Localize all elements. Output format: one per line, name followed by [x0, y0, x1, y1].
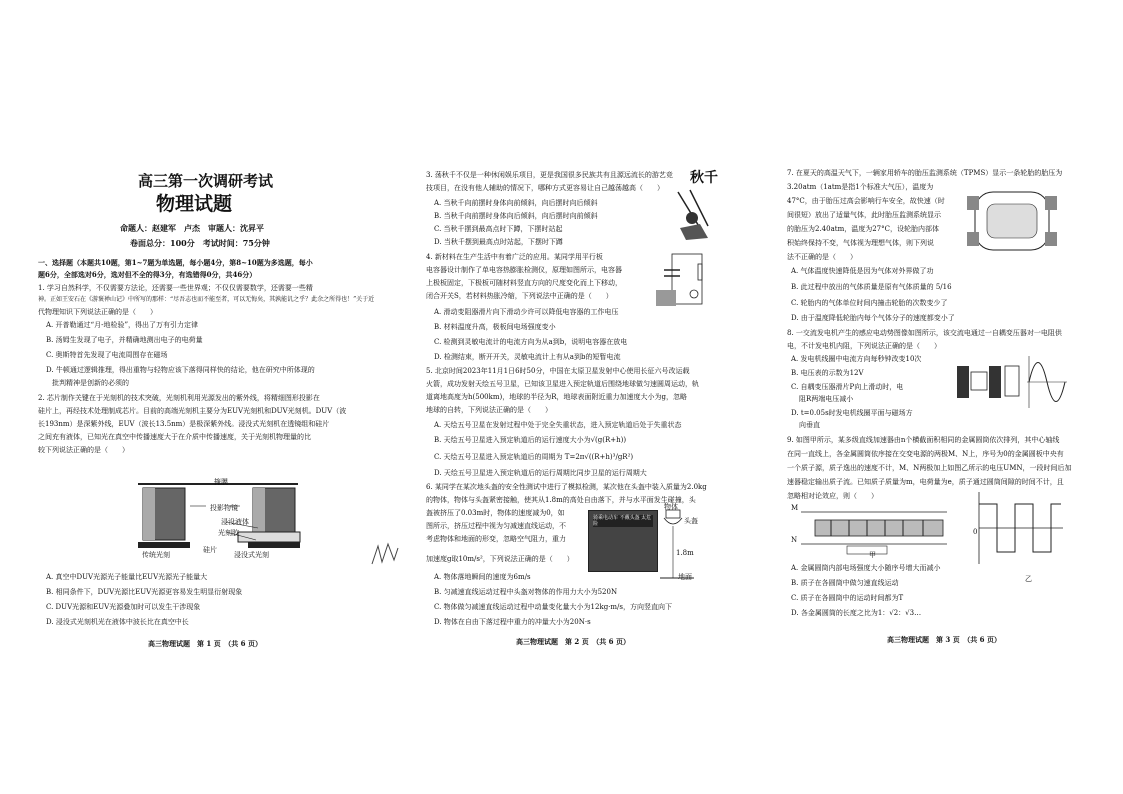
page-footer: 高三物理试题 第 1 页 （共 6 页）: [148, 639, 262, 648]
q3-line: 3. 荡秋千不仅是一种休闲娱乐项目，更是我国很多民族共有且源远流长的游艺竞: [426, 171, 673, 179]
q3-option: C. 当秋千摆到最高点时下蹲，下摆时站起: [434, 225, 563, 233]
q7-line: 47°C，由于胎压过高会影响行车安全，故快速（时: [787, 197, 945, 205]
q1-line: 代物理知识下列说法正确的是（ ）: [38, 308, 157, 316]
q5-option: C. 天绘五号卫星进入预定轨道后的周期为 T=2π√((R+h)³/gR²): [434, 453, 634, 461]
q4-option: C. 检测到灵敏电流计的电流方向为从a到b，说明电容器在放电: [434, 338, 628, 346]
fig-label-traditional: 传统光刻: [142, 551, 170, 559]
q3-option: D. 当秋千摆到最高点时站起，下摆时下蹲: [434, 238, 563, 246]
helmet-photo: [588, 510, 658, 572]
q7-option: A. 气体温度快速降低是因为气体对外界做了功: [791, 267, 934, 275]
q2-line: 之间充有液体，已知光在真空中传播速度大于在介质中传播速度，关于光刻机物理量的比: [38, 433, 311, 441]
capacitor-circuit: [652, 250, 712, 310]
fig-label-liquid: 浸没液体: [221, 518, 249, 526]
q6-line: 加速度g取10m/s²，下列说法正确的是（ ）: [426, 555, 574, 563]
q7-line: 3.20atm（1atm是指1个标准大气压），温度为: [787, 183, 934, 191]
q2-line: 长193nm）是深紫外线，EUV（波长13.5nm）是极深紫外线。浸没式光刻机在透镜组和硅片: [38, 420, 330, 428]
q5-line: 5. 北京时间2023年11月1日6时50分，中国在太原卫星发射中心使用长征六号改运载: [426, 367, 690, 375]
q6-option: A. 物体落地瞬间的速度为6m/s: [434, 573, 531, 581]
page-footer: 高三物理试题 第 3 页 （共 6 页）: [887, 635, 1001, 644]
q1-line: 1. 学习自然科学，不仅需要方法论，还需要一些世界观；不仅仅需要数学，还需要一些精: [38, 284, 313, 292]
q9-line: 速器稳定输出质子流。已知质子质量为m，电荷量为e，质子通过圆筒间隙的时间不计，且: [787, 478, 1064, 486]
fig-label-height: 1.8m: [676, 549, 694, 557]
q2-option: B. 相同条件下，DUV光源比EUV光源更容易发生明显衍射现象: [46, 588, 243, 596]
q9-line: 一个质子源，质子逸出的速度不计，M、N两极加上如图乙所示的电压UMN，一段时间后加: [787, 464, 1072, 472]
q6-option: B. 匀减速直线运动过程中头盔对物体的作用力大小为520N: [434, 588, 618, 596]
q5-line: 地球的自转，下列说法正确的是（ ）: [426, 406, 552, 414]
authors: 命题人：赵建军 卢杰 审题人：沈昇平: [120, 223, 264, 233]
q9-option: A. 金属圆筒内部电场强度大小随序号增大而减小: [791, 564, 941, 572]
q6-line: 考虑物体和地面的形变，忽略空气阻力，重力: [426, 535, 566, 543]
q6-line: 的物体，物体与头盔紧密接触，使其从1.8m的高处自由落下，并与水平面发生碰撞，头: [426, 496, 696, 504]
helmet-sign: 骑乘电动车 不戴头盔 太危险: [593, 515, 652, 527]
q2-option: D. 浸没式光刻机光在液体中波长比在真空中长: [46, 618, 189, 626]
voltage-square-wave: [973, 488, 1065, 572]
q2-option: C. DUV光源和EUV光源叠加时可以发生干涉现象: [46, 603, 201, 611]
q4-option: A. 滑动变阻器滑片向下滑动少许可以降低电容器的工作电压: [434, 308, 619, 316]
q7-option: C. 轮胎内的气体单位时间内撞击轮胎的次数变少了: [791, 299, 948, 307]
q4-option: B. 材料温度升高，极板间电场强度变小: [434, 323, 556, 331]
car-tpms-figure: [957, 178, 1065, 262]
q5-line: 道离地高度为h(500km)，地球的半径为R，地球表面附近重力加速度大小为g，忽略: [426, 393, 687, 401]
q7-option: D. 由于温度降低轮胎内每个气体分子的速度都变小了: [791, 314, 955, 322]
q1-option: C. 奥斯特首先发现了电流周围存在磁场: [46, 351, 168, 359]
fig-label-lens: 投影物镜: [210, 504, 238, 512]
q3-line: 技项目，在没有他人辅助的情况下，哪种方式更容易让自己越荡越高（ ）: [426, 184, 664, 192]
fig-label-ground: 地面: [678, 573, 692, 581]
q8-option: 向垂直: [799, 421, 820, 429]
q5-line: 火箭，成功发射天绘五号卫星，已知该卫星进入预定轨道后围绕地球做匀速圆周运动，轨: [426, 380, 699, 388]
q1-line: 神。正如王安石在《游褒禅山记》中所写的那样：“尽吾志也而不能至者，可以无悔矣，其孰能讥之乎？此余之所得也！”关于近: [38, 296, 375, 303]
q9-line: 在同一直线上，各金属圆筒依序接在交变电源的两极M、N上，序号为0的金属圆板中央有: [787, 450, 1064, 458]
q8-option: B. 电压表的示数为12V: [791, 369, 864, 377]
q6-option: C. 物体做匀减速直线运动过程中动量变化量大小为12kg·m/s，方向竖直向下: [434, 603, 672, 611]
fig-label-mask: 掩膜: [214, 478, 228, 486]
q7-line: 的胎压为2.40atm，温度为27°C，设轮胎内部体: [787, 225, 939, 233]
q5-option: B. 天绘五号卫星进入预定轨道后的运行速度大小为√(g(R+h)): [434, 436, 627, 444]
q9-option: C. 质子在各圆筒中的运动时间都为T: [791, 594, 904, 602]
q6-line: 图所示，挤压过程中视为匀减速直线运动，不: [426, 522, 566, 530]
q7-option: B. 此过程中放出的气体质量是原有气体质量的 5/16: [791, 283, 952, 291]
exam-info: 卷面总分：100分 考试时间：75分钟: [130, 238, 270, 248]
q5-option: D. 天绘五号卫星进入预定轨道后的运行周期比同步卫星的运行周期大: [434, 469, 647, 477]
q2-line: 较下列说法正确的是（ ）: [38, 446, 129, 454]
q6-option: D. 物体在自由下落过程中重力的冲量大小为20N·s: [434, 618, 591, 626]
q4-option: D. 检测结束，断开开关，灵敏电流计上有从a到b的短暂电流: [434, 353, 621, 361]
q7-line: 7. 在夏天的高温天气下，一辆家用轿车的胎压监测系统（TPMS）显示一条轮胎的胎压为: [787, 169, 1063, 177]
q1-option: B. 汤姆生发现了电子，并精确地测出电子的电荷量: [46, 336, 203, 344]
q1-option: A. 开普勒通过“月-地检验”，得出了万有引力定律: [46, 321, 199, 329]
q9-option: B. 质子在各圆筒中做匀速直线运动: [791, 579, 899, 587]
pen-mark: [368, 540, 404, 570]
fig-label-m: M: [791, 504, 799, 512]
q4-line: 4. 新材料在生产生活中有着广泛的应用。某同学用平行板: [426, 253, 603, 261]
fig-label-resist: 光刻胶: [218, 529, 239, 537]
q5-option: A. 天绘五号卫星在发射过程中处于完全失重状态，进入预定轨道后处于失重状态: [434, 421, 682, 429]
q4-line: 闭合开关S，若材料热胀冷缩，下列说法中正确的是（ ）: [426, 292, 613, 300]
swing-label: 秋千: [690, 170, 718, 186]
fig-label-zero: 0: [973, 528, 978, 536]
q9-line: 9. 如图甲所示，某多级直线加速器由n个横截面积相同的金属圆筒依次排列，其中心轴线: [787, 436, 1060, 444]
q7-line: 法不正确的是（ ）: [787, 253, 857, 261]
fig-label-n: N: [791, 536, 798, 544]
q3-option: B. 当秋千向前摆时身体向后倾斜，向后摆时向前倾斜: [434, 212, 598, 220]
q9-line: 忽略相对论效应，则（ ）: [787, 492, 878, 500]
q2-option: A. 真空中DUV光源光子能量比EUV光源光子能量大: [46, 573, 208, 581]
q2-line: 硅片上，再经技术处理制成芯片。目前的高端光刻机主要分为EUV光刻机和DUV光刻机。DUV（波: [38, 407, 347, 415]
fig-label-wafer: 硅片: [203, 546, 217, 554]
fig-label-helmet: 头盔: [684, 517, 698, 525]
fig-label-immersion: 浸没式光刻: [234, 551, 269, 559]
q3-option: A. 当秋千向前摆时身体向前倾斜，向后摆时向后倾斜: [434, 199, 598, 207]
exam-title: 高三第一次调研考试: [138, 172, 274, 190]
q7-line: 间很短）放出了适量气体，此时胎压监测系统显示: [787, 211, 941, 219]
subject-title: 物理试题: [156, 193, 233, 215]
section-heading: 一、选择题（本题共10题，第1~7题为单选题，每小题4分，第8~10题为多选题，每小: [38, 258, 313, 267]
q2-line: 2. 芯片制作关键在于光刻机的技术突破，光刻机利用光源发出的紫外线，将精细图形投影在: [38, 394, 320, 402]
q4-line: 上极板固定，下极板可随材料竖直方向的尺度变化而上下移动，: [426, 279, 622, 287]
q8-option: D. t=0.05s时发电机线圈平面与磁场方: [791, 409, 913, 417]
q1-option: 批判精神是创新的必须的: [52, 379, 129, 387]
q6-line: 盔被挤压了0.03m时，物体的速度减为0，如: [426, 509, 565, 517]
q8-line: 电，不计发电机内阻，下列说法正确的是（ ）: [787, 342, 941, 350]
q4-line: 电容器设计制作了单电容热膨胀检测仪，原理如图所示，电容器: [426, 266, 622, 274]
q6-line: 6. 某同学在某次地头盔的安全性测试中进行了模拟检测，某次他在头盔中装入质量为2.0kg: [426, 483, 707, 491]
fig-label-object: 物体: [664, 503, 678, 511]
q8-option: A. 发电机线圈中电流方向每秒钟改变10次: [791, 355, 922, 363]
swing-illustration: [670, 188, 720, 244]
lithography-figure: [98, 470, 318, 570]
section-heading-2: 题6分，全部选对6分，选对但不全的得3分，有选错得0分，共46分）: [38, 270, 257, 279]
q1-option: D. 牛顿通过逻辑推理，得出重物与轻物应该下落得同样快的结论，他在研究中所体现的: [46, 366, 315, 374]
q7-line: 积始终保持不变，气体视为理想气体，则下列说: [787, 239, 934, 247]
q8-option: 阻R两端电压减小: [799, 395, 854, 403]
fig-label-jia: 甲: [869, 551, 876, 559]
fig-label-yi: 乙: [1025, 575, 1032, 583]
q8-line: 8. 一交流发电机产生的感应电动势图像如图所示，该交流电通过一自耦变压器对一电阻供: [787, 329, 1062, 337]
page-footer: 高三物理试题 第 2 页 （共 6 页）: [516, 637, 630, 646]
q8-option: C. 自耦变压器滑片P向上滑动时，电: [791, 383, 904, 391]
q9-option: D. 各金属圆筒的长度之比为1：√2：√3…: [791, 609, 922, 617]
generator-figure: [949, 352, 1069, 412]
